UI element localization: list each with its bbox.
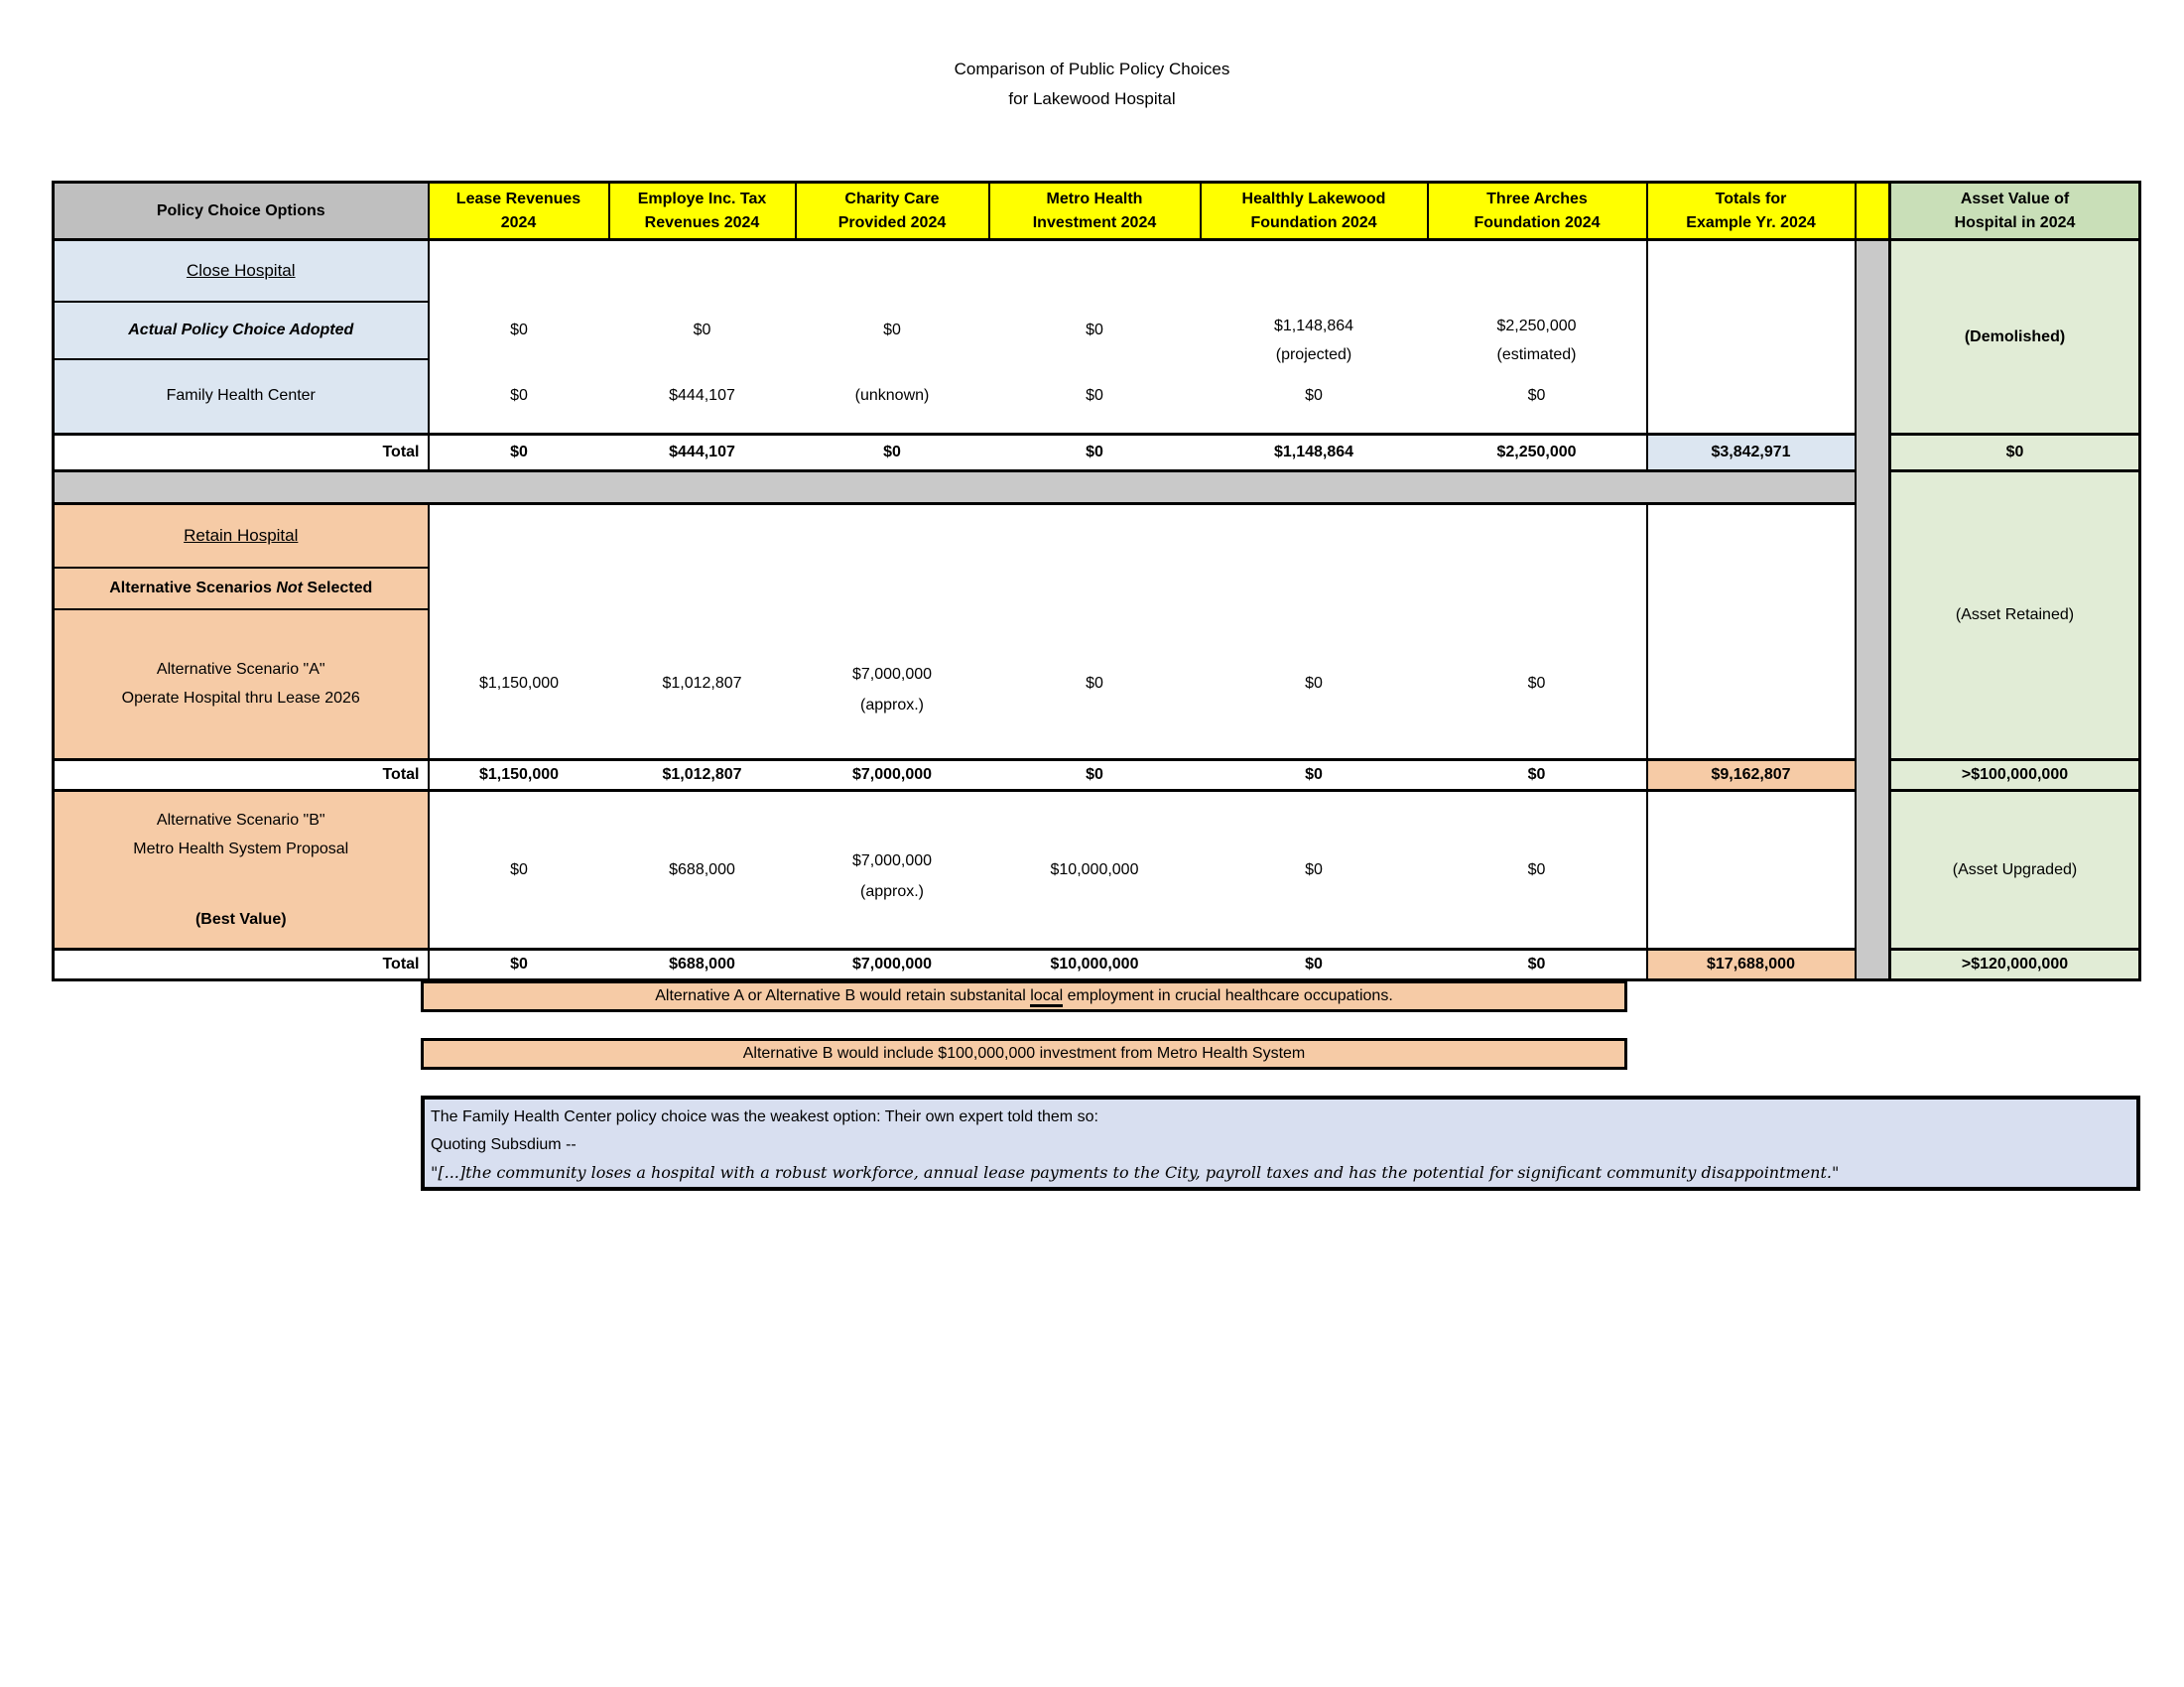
close-total-charity: $0 [796, 435, 989, 471]
scenario-a-label2: Operate Hospital thru Lease 2026 [121, 690, 360, 708]
scenario-a-three-arches: $0 [1428, 609, 1647, 760]
spacer-cell [1856, 471, 1890, 504]
family-health-center-label: Family Health Center [54, 359, 429, 435]
fhc-value-healthly-lakewood: $0 [1201, 359, 1428, 435]
spacer-cell [1856, 240, 1890, 435]
quote-line-2: Quoting Subsdium -- [431, 1136, 577, 1153]
amount: $7,000,000 [851, 665, 933, 683]
note: (approx.) [859, 882, 925, 900]
empty-cell [1428, 240, 1647, 302]
note-part: Alternative A or Alternative B would retain substanital [655, 987, 1031, 1004]
scenario-b-lease: $0 [429, 791, 609, 950]
page-subtitle: for Lakewood Hospital [1008, 89, 1176, 108]
scenario-b-total-sum: $17,688,000 [1647, 950, 1856, 980]
scenario-a-total-sum: $9,162,807 [1647, 760, 1856, 791]
amount-with-note [796, 659, 989, 720]
empty-cell [796, 568, 989, 609]
header-three-arches [1428, 183, 1647, 240]
scenario-b-total-metro: $10,000,000 [989, 950, 1201, 980]
section-gap-row [54, 471, 2140, 504]
header-line: Example Yr. 2024 [1686, 213, 1816, 231]
empty-cell [1428, 568, 1647, 609]
close-total-three-arches: $2,250,000 [1428, 435, 1647, 471]
close-hospital-label-row [54, 240, 2140, 302]
header-line: Foundation 2024 [1250, 213, 1377, 231]
retain-hospital-label: Retain Hospital [184, 525, 299, 545]
note-underlined-word: local [1030, 987, 1063, 1007]
close-hospital-label: Close Hospital [186, 260, 296, 280]
retain-hospital-label-row [54, 504, 2140, 568]
scenario-a-total-tax: $1,012,807 [609, 760, 796, 791]
scenario-b-total-three-arches: $0 [1428, 950, 1647, 980]
label-part-italic: Not [276, 579, 303, 596]
fhc-value-three-arches: $0 [1428, 359, 1647, 435]
empty-cell [609, 568, 796, 609]
scenario-a-charity [796, 609, 989, 760]
close-total-row [54, 435, 2140, 471]
header-line: Three Arches [1486, 190, 1588, 207]
scenario-a-total-row [54, 760, 2140, 791]
gap-band [54, 471, 1856, 504]
header-employe-inc-tax [609, 183, 796, 240]
header-metro-health [989, 183, 1201, 240]
scenario-a-metro: $0 [989, 609, 1201, 760]
header-line: Metro Health [1046, 190, 1143, 207]
scenario-b-charity [796, 791, 989, 950]
close-total-asset: $0 [1890, 435, 2140, 471]
scenario-b-total-lease: $0 [429, 950, 609, 980]
note-employment [421, 980, 1627, 1012]
note-investment [421, 1038, 1627, 1070]
scenario-a-total-three-arches: $0 [1428, 760, 1647, 791]
asset-note-scenario-a: (Asset Retained) [1890, 471, 2140, 760]
fhc-value-metro: $0 [989, 359, 1201, 435]
scenario-b-label1: Alternative Scenario "B" [156, 812, 325, 829]
scenario-b-total-tax: $688,000 [609, 950, 796, 980]
scenario-b-label-cell [54, 791, 429, 950]
empty-cell [429, 240, 609, 302]
quote-line-3: "[...]the community loses a hospital with a robust workforce, annual lease payments to the City, payroll taxes and has the potential for significant community disappointment." [431, 1163, 1840, 1182]
scenario-a-total-asset: >$100,000,000 [1890, 760, 2140, 791]
spacer-cell [1856, 435, 1890, 471]
scenario-a-label1: Alternative Scenario "A" [156, 661, 325, 679]
totals-column-body-close [1647, 240, 1856, 435]
scenario-a-total-label: Total [54, 760, 429, 791]
amount: $2,250,000 [1496, 317, 1577, 334]
note: (projected) [1275, 345, 1352, 363]
scenario-b-total-asset: >$120,000,000 [1890, 950, 2140, 980]
scenario-a-tax: $1,012,807 [609, 609, 796, 760]
retain-hospital-label-cell [54, 504, 429, 568]
spacer-cell [1856, 504, 1890, 760]
header-line: 2024 [500, 213, 537, 231]
scenario-b-best-value: (Best Value) [194, 911, 287, 928]
spacer-cell [1856, 760, 1890, 791]
asset-note-scenario-b: (Asset Upgraded) [1890, 791, 2140, 950]
close-total-lease: $0 [429, 435, 609, 471]
adopted-value-charity: $0 [796, 302, 989, 359]
close-hospital-label-cell [54, 240, 429, 302]
empty-cell [609, 240, 796, 302]
close-total-tax: $444,107 [609, 435, 796, 471]
page-title: Comparison of Public Policy Choices [954, 60, 1230, 78]
header-line: Provided 2024 [837, 213, 947, 231]
fhc-value-charity: (unknown) [796, 359, 989, 435]
label-part: Alternative Scenarios [109, 579, 277, 596]
empty-cell [609, 504, 796, 568]
scenario-a-healthly-lakewood: $0 [1201, 609, 1428, 760]
header-healthly-lakewood [1201, 183, 1428, 240]
amount-with-note [796, 845, 989, 907]
scenario-a-total-charity: $7,000,000 [796, 760, 989, 791]
scenario-a-label-cell [54, 609, 429, 760]
fhc-value-lease: $0 [429, 359, 609, 435]
header-line: Lease Revenues [455, 190, 581, 207]
scenario-a-total-healthly-lakewood: $0 [1201, 760, 1428, 791]
note-text [655, 987, 1393, 1005]
asset-note-close: (Demolished) [1890, 240, 2140, 435]
header-spacer-cell [1856, 183, 1890, 240]
adopted-value-lease: $0 [429, 302, 609, 359]
scenario-b-three-arches: $0 [1428, 791, 1647, 950]
scenario-b-total-row [54, 950, 2140, 980]
empty-cell [989, 504, 1201, 568]
note-text: Alternative B would include $100,000,000 investment from Metro Health System [742, 1045, 1306, 1062]
label-part: Selected [302, 579, 373, 596]
header-line: Charity Care [844, 190, 940, 207]
scenario-a-total-metro: $0 [989, 760, 1201, 791]
header-line: Asset Value of [1960, 190, 2070, 207]
empty-cell [1201, 240, 1428, 302]
scenario-a-lease: $1,150,000 [429, 609, 609, 760]
adopted-policy-label: Actual Policy Choice Adopted [54, 302, 429, 359]
close-total-metro: $0 [989, 435, 1201, 471]
scenario-b-healthly-lakewood: $0 [1201, 791, 1428, 950]
alt-scenarios-label [54, 568, 429, 609]
spacer-cell [1856, 791, 1890, 950]
amount: $1,148,864 [1273, 317, 1354, 334]
scenario-a-total-lease: $1,150,000 [429, 760, 609, 791]
header-line: Foundation 2024 [1474, 213, 1601, 231]
fhc-value-tax: $444,107 [609, 359, 796, 435]
amount: $7,000,000 [851, 851, 933, 869]
note: (approx.) [859, 696, 925, 714]
scenario-b-total-label: Total [54, 950, 429, 980]
header-line: Revenues 2024 [644, 213, 760, 231]
close-total-label: Total [54, 435, 429, 471]
header-line: Healthly Lakewood [1241, 190, 1386, 207]
scenario-b-tax: $688,000 [609, 791, 796, 950]
empty-cell [989, 568, 1201, 609]
header-line: Totals for [1715, 190, 1787, 207]
quote-box [421, 1096, 2140, 1191]
empty-cell [989, 240, 1201, 302]
scenario-b-row [54, 791, 2140, 950]
totals-column-body-scenario-b [1647, 791, 1856, 950]
scenario-b-total-charity: $7,000,000 [796, 950, 989, 980]
quote-line-1: The Family Health Center policy choice was the weakest option: Their own expert told them so: [431, 1108, 1098, 1125]
adopted-value-three-arches [1428, 302, 1647, 363]
empty-cell [1201, 504, 1428, 568]
adopted-value-healthly-lakewood [1201, 302, 1428, 363]
close-total-sum: $3,842,971 [1647, 435, 1856, 471]
header-row [54, 183, 2140, 240]
empty-cell [1201, 568, 1428, 609]
spacer-cell [1856, 950, 1890, 980]
header-totals [1647, 183, 1856, 240]
note-part: employment in crucial healthcare occupations. [1063, 987, 1393, 1004]
header-line: Employe Inc. Tax [637, 190, 767, 207]
header-policy-choice-options: Policy Choice Options [54, 183, 429, 240]
header-line: Hospital in 2024 [1954, 213, 2076, 231]
totals-column-body-scenario-a [1647, 504, 1856, 760]
empty-cell [796, 504, 989, 568]
scenario-b-metro: $10,000,000 [989, 791, 1201, 950]
header-line: Investment 2024 [1032, 213, 1157, 231]
amount-with-note [1201, 312, 1428, 369]
comparison-table [52, 181, 2141, 981]
amount-with-note [1428, 312, 1646, 369]
empty-cell [429, 568, 609, 609]
header-asset-value [1890, 183, 2140, 240]
empty-cell [796, 240, 989, 302]
header-lease-revenues [429, 183, 609, 240]
note: (estimated) [1496, 345, 1577, 363]
adopted-value-tax: $0 [609, 302, 796, 359]
empty-cell [1428, 504, 1647, 568]
empty-cell [429, 504, 609, 568]
adopted-value-metro: $0 [989, 302, 1201, 359]
close-total-healthly-lakewood: $1,148,864 [1201, 435, 1428, 471]
scenario-b-total-healthly-lakewood: $0 [1201, 950, 1428, 980]
header-charity-care [796, 183, 989, 240]
scenario-b-label2: Metro Health System Proposal [133, 841, 349, 857]
